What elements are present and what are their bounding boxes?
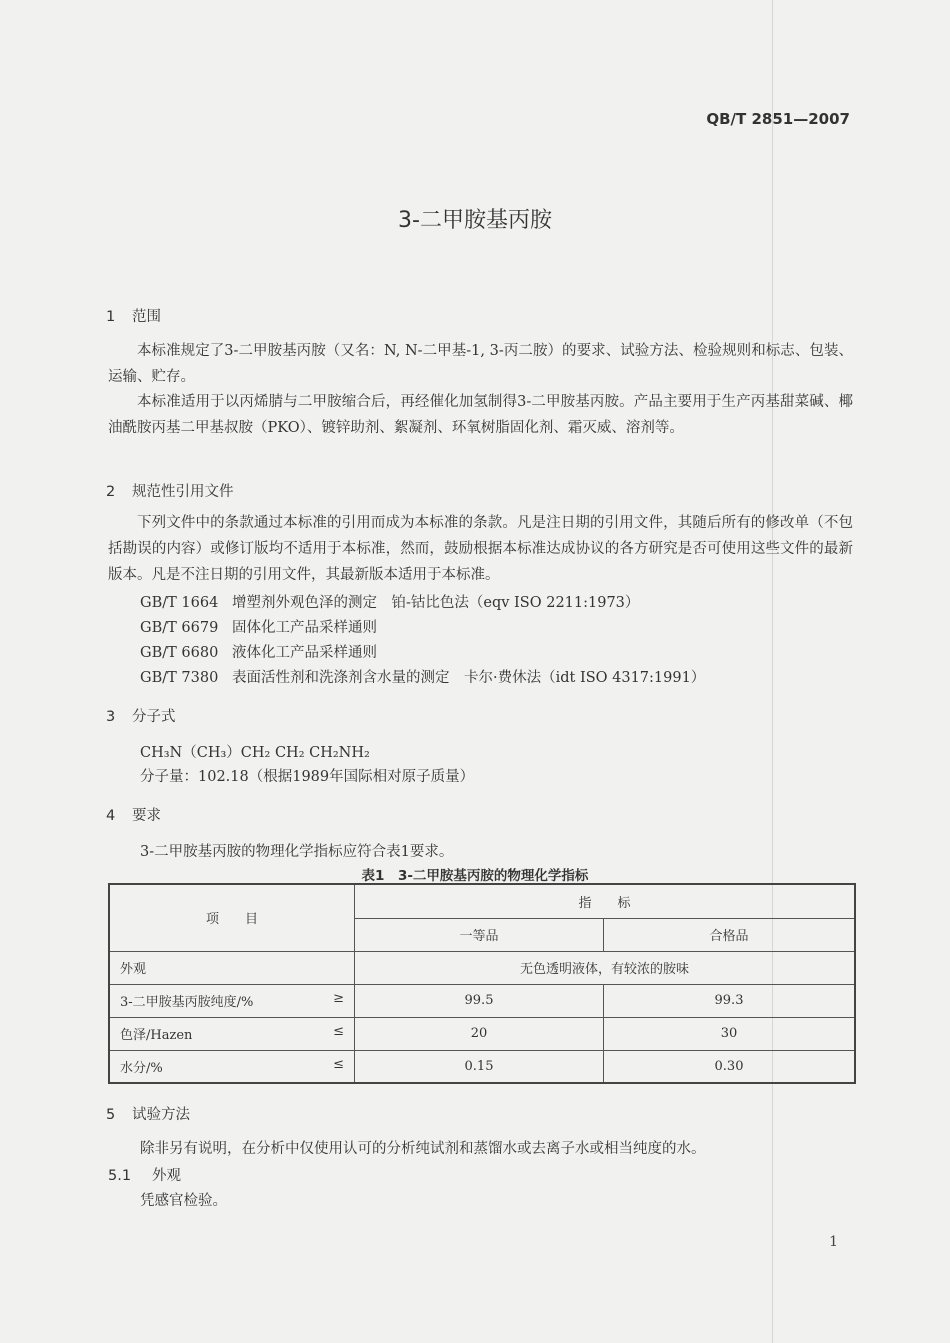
reference-title: 增塑剂外观色泽的测定 铂-钴比色法（eqv ISO 2211:1973） bbox=[232, 595, 640, 611]
subsection-number: 5.1 bbox=[108, 1168, 132, 1184]
item-label: 色泽/Hazen bbox=[120, 1028, 193, 1043]
references-paragraph: 下列文件中的条款通过本标准的引用而成为本标准的条款。凡是注日期的引用文件，其随后所有的修改单（不包括勘误的内容）或修订版均不适用于本标准，然而，鼓励根据本标准达成协议的各方研究是否可使用这些文件的最新版本。凡是不注日期的引用文件，其最新版本适用于本标准。 bbox=[108, 515, 853, 583]
section-title: 范围 bbox=[132, 309, 161, 325]
requirements-paragraph: 3-二甲胺基丙胺的物理化学指标应符合表1要求。 bbox=[140, 844, 454, 860]
item-cell: 外观 bbox=[109, 951, 355, 984]
item-header: 项 目 bbox=[109, 884, 355, 951]
section-1-heading bbox=[106, 305, 161, 326]
grade-2-header: 合格品 bbox=[604, 918, 856, 951]
reference-item bbox=[140, 666, 705, 687]
document-title: 3-二甲胺基丙胺 bbox=[398, 208, 552, 233]
page-fold-line bbox=[772, 0, 773, 1343]
test-methods-paragraph: 除非另有说明，在分析中仅使用认可的分析纯试剂和蒸馏水或去离子水或相当纯度的水。 bbox=[140, 1141, 706, 1157]
grade-1-value: 0.15 bbox=[355, 1050, 604, 1083]
reference-item bbox=[140, 641, 377, 662]
item-label: 水分/% bbox=[120, 1060, 163, 1076]
section-title: 试验方法 bbox=[132, 1107, 190, 1123]
reference-code: GB/T 1664 bbox=[140, 595, 219, 611]
appearance-method-text: 凭感官检验。 bbox=[140, 1193, 227, 1209]
scope-paragraph-2: 本标准适用于以丙烯腈与二甲胺缩合后，再经催化加氢制得3-二甲胺基丙胺。产品主要用于生产丙基甜菜碱、椰油酰胺丙基二甲基叔胺（PKO）、镀锌助剂、絮凝剂、环氧树脂固化剂、霜灭威、溶剂等。 bbox=[108, 394, 853, 436]
section-number: 4 bbox=[106, 808, 116, 824]
reference-title: 液体化工产品采样通则 bbox=[232, 645, 377, 661]
reference-code: GB/T 7380 bbox=[140, 670, 219, 686]
section-2-heading bbox=[106, 480, 234, 501]
merged-value-cell: 无色透明液体，有较浓的胺味 bbox=[355, 951, 856, 984]
reference-code: GB/T 6679 bbox=[140, 620, 219, 636]
subsection-5-1-heading bbox=[108, 1164, 181, 1185]
reference-title: 固体化工产品采样通则 bbox=[232, 620, 377, 636]
scope-paragraph-1: 本标准规定了3-二甲胺基丙胺（又名：N, N-二甲基-1, 3-丙二胺）的要求、试验方法、检验规则和标志、包装、运输、贮存。 bbox=[108, 343, 853, 385]
section-title: 规范性引用文件 bbox=[132, 484, 234, 500]
comparison-sign: ≤ bbox=[333, 1024, 344, 1039]
section-title: 要求 bbox=[132, 808, 161, 824]
reference-item bbox=[140, 616, 377, 637]
subsection-title: 外观 bbox=[152, 1168, 181, 1184]
section-number: 3 bbox=[106, 709, 116, 725]
comparison-sign: ≤ bbox=[333, 1056, 344, 1072]
grade-2-value: 0.30 bbox=[604, 1050, 856, 1083]
grade-2-value: 30 bbox=[604, 1017, 856, 1050]
table-header-row bbox=[109, 884, 855, 918]
table-caption: 表1 3-二甲胺基丙胺的物理化学指标 bbox=[361, 868, 589, 884]
section-title: 分子式 bbox=[132, 709, 176, 725]
table-row bbox=[109, 984, 855, 1017]
item-cell bbox=[109, 984, 355, 1017]
table-row bbox=[109, 951, 855, 984]
molecular-mass: 分子量：102.18（根据1989年国际相对原子质量） bbox=[140, 769, 475, 785]
table-row bbox=[109, 1017, 855, 1050]
index-header: 指 标 bbox=[355, 884, 856, 918]
grade-1-header: 一等品 bbox=[355, 918, 604, 951]
section-number: 2 bbox=[106, 484, 116, 500]
spec-table bbox=[108, 883, 856, 1084]
grade-1-value: 99.5 bbox=[355, 984, 604, 1017]
table-row bbox=[109, 1050, 855, 1083]
section-number: 1 bbox=[106, 309, 116, 325]
section-4-heading bbox=[106, 804, 161, 825]
section-number: 5 bbox=[106, 1107, 116, 1123]
reference-code: GB/T 6680 bbox=[140, 645, 219, 661]
molecular-formula: CH₃N（CH₃）CH₂ CH₂ CH₂NH₂ bbox=[140, 745, 370, 761]
grade-2-value: 99.3 bbox=[604, 984, 856, 1017]
reference-title: 表面活性剂和洗涤剂含水量的测定 卡尔·费休法（idt ISO 4317:1991） bbox=[232, 670, 706, 686]
item-cell bbox=[109, 1050, 355, 1083]
standard-code: QB/T 2851—2007 bbox=[706, 110, 850, 128]
section-5-heading bbox=[106, 1103, 190, 1124]
item-label: 3-二甲胺基丙胺纯度/% bbox=[120, 995, 254, 1010]
grade-1-value: 20 bbox=[355, 1017, 604, 1050]
section-3-heading bbox=[106, 705, 176, 726]
item-cell bbox=[109, 1017, 355, 1050]
reference-item bbox=[140, 591, 639, 612]
page-number: 1 bbox=[829, 1234, 838, 1250]
comparison-sign: ≥ bbox=[333, 991, 344, 1006]
